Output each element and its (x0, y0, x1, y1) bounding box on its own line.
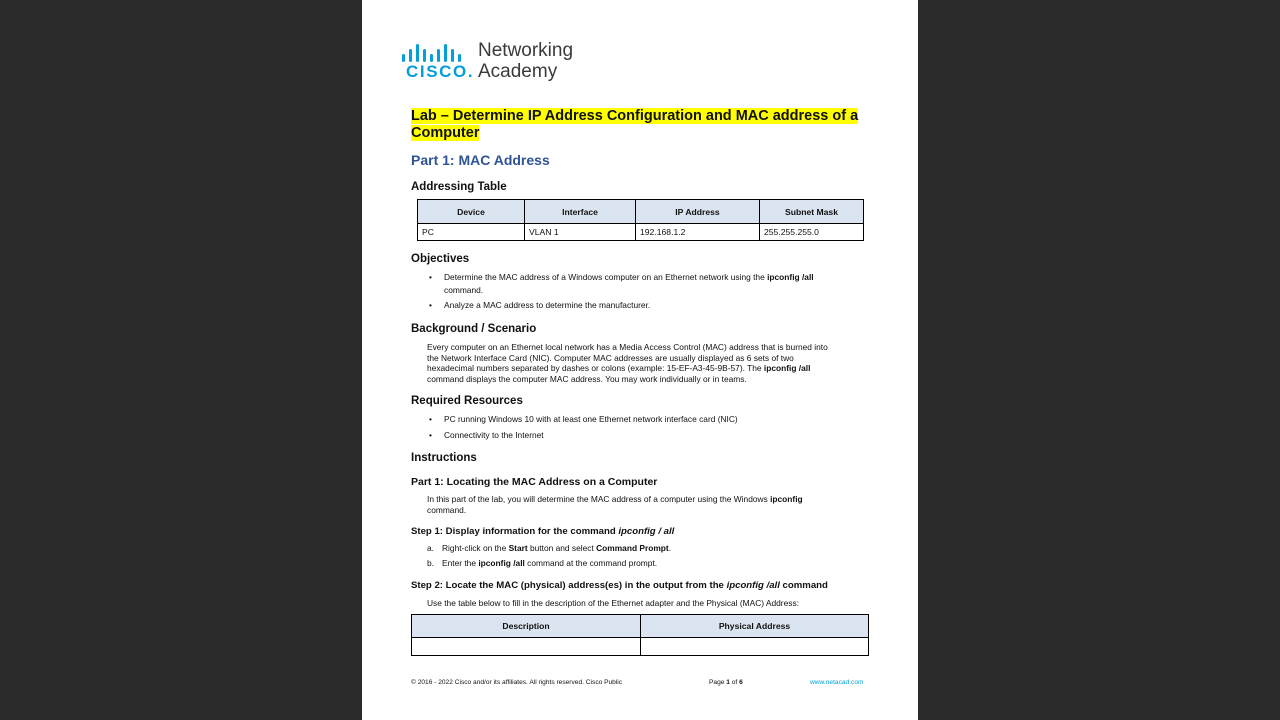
academy-wordmark: Networking Academy (478, 40, 574, 82)
mac-address-table (411, 614, 869, 656)
list-item: • Analyze a MAC address to determine the manufacturer. (411, 299, 881, 312)
part1-locating-paragraph: In this part of the lab, you will determine the MAC address of a computer using the Windows ipconfig command. (427, 494, 803, 515)
resources-heading: Required Resources (411, 395, 523, 407)
instructions-heading: Instructions (411, 452, 477, 464)
cisco-wordmark: CISCO. (406, 62, 475, 81)
footer-page-number: Page 1 of 6 (709, 679, 743, 686)
table-cell: 255.255.255.0 (760, 224, 864, 241)
step2-instruction: Use the table below to fill in the description of the Ethernet adapter and the Physical (MAC) Address: (427, 598, 799, 608)
objectives-list (411, 271, 881, 312)
column-header: IP Address (636, 200, 760, 224)
objectives-heading: Objectives (411, 253, 470, 265)
addressing-table-heading: Addressing Table (411, 181, 507, 193)
column-header: Subnet Mask (760, 200, 864, 224)
part1-locating-heading: Part 1: Locating the MAC Address on a Computer (411, 476, 658, 488)
list-item: • Determine the MAC address of a Windows computer on an Ethernet network using the ipconfig /all command. (411, 271, 881, 296)
physical-address-cell[interactable] (641, 638, 869, 656)
table-cell: 192.168.1.2 (636, 224, 760, 241)
background-paragraph: Every computer on an Ethernet local network has a Media Access Control (MAC) address that is burned into the Network Interface Card (NIC). Computer MAC addresses are usually displayed as 6 sets of two hexadecimal numbers separated by dashes or colons (example: 15-EF-A3-45-9B-57). The ipconfig /all command displays the computer MAC address. You may work individually or in teams. (427, 342, 828, 384)
step1-substep-b: b. Enter the ipconfig /all command at the command prompt. (427, 558, 658, 568)
lab-title: Lab – Determine IP Address Configuration and MAC address of a Computer (411, 108, 859, 141)
column-header: Physical Address (641, 615, 869, 638)
table-row (412, 638, 869, 656)
step1-substep-a: a. Right-click on the Start button and select Command Prompt. (427, 543, 672, 553)
addressing-table (417, 199, 864, 241)
table-cell: VLAN 1 (525, 224, 636, 241)
table-row (418, 224, 864, 241)
step2-heading: Step 2: Locate the MAC (physical) address(es) in the output from the ipconfig /all command (411, 580, 828, 591)
list-item: • PC running Windows 10 with at least one Ethernet network interface card (NIC) (411, 413, 881, 426)
description-cell[interactable] (412, 638, 641, 656)
part1-heading: Part 1: MAC Address (411, 152, 550, 168)
document-page (362, 0, 918, 720)
cisco-bars-icon (402, 40, 468, 62)
column-header: Device (418, 200, 525, 224)
footer-copyright: © 2016 - 2022 Cisco and/or its affiliates. All rights reserved. Cisco Public (411, 679, 623, 686)
step1-heading: Step 1: Display information for the command ipconfig / all (411, 526, 675, 537)
column-header: Interface (525, 200, 636, 224)
footer-url-link[interactable]: www.netacad.com (810, 679, 864, 686)
resources-list (411, 413, 881, 441)
background-heading: Background / Scenario (411, 323, 537, 335)
list-item: • Connectivity to the Internet (411, 429, 881, 442)
column-header: Description (412, 615, 641, 638)
table-cell: PC (418, 224, 525, 241)
